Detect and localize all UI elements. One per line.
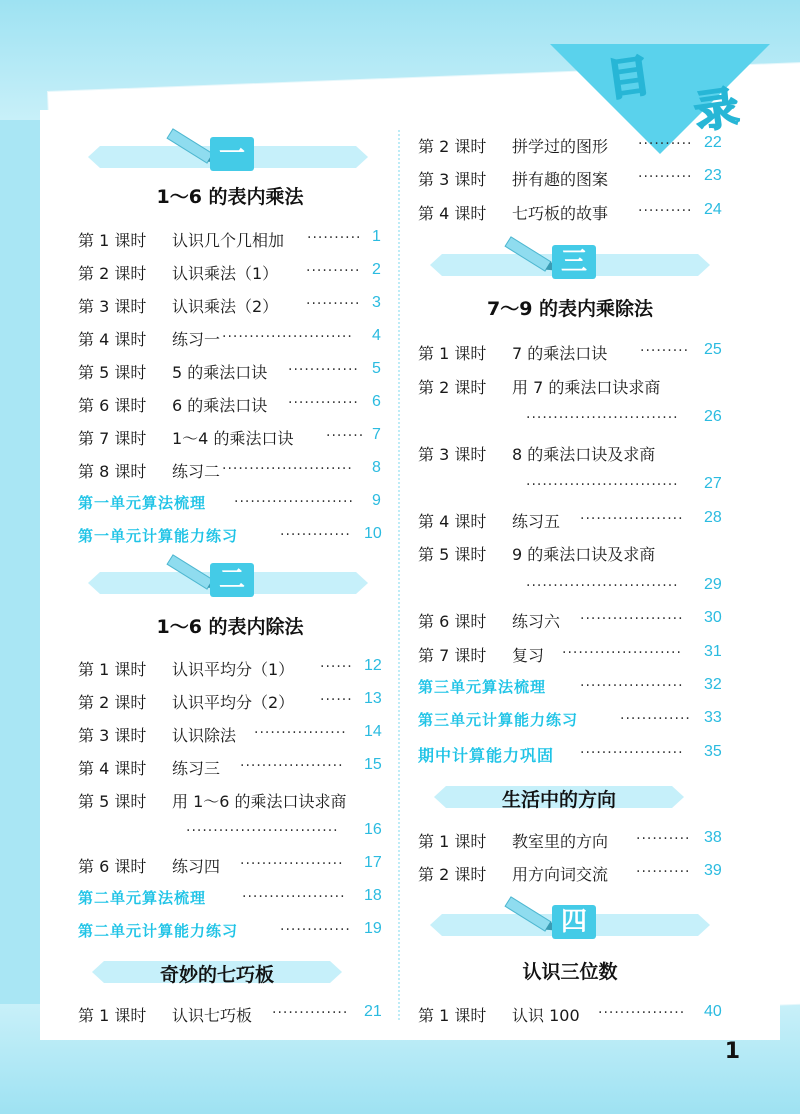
lesson-title: 拼有趣的图案 xyxy=(512,170,609,189)
page-footer-number: 1 xyxy=(724,1039,740,1064)
leader-dots: ·········· xyxy=(306,263,361,279)
page-number: 2 xyxy=(372,261,381,278)
lesson-title: 8 的乘法口诀及求商 xyxy=(512,445,656,464)
page-number: 40 xyxy=(704,1003,722,1020)
toc-special-row[interactable] xyxy=(78,525,238,546)
leader-dots: ·········· xyxy=(638,136,693,152)
toc-row[interactable] xyxy=(78,756,220,779)
page-number: 32 xyxy=(704,676,722,693)
page-number: 29 xyxy=(704,576,722,593)
toc-row[interactable] xyxy=(418,201,608,224)
lesson-number: 第 2 课时 xyxy=(418,137,487,156)
lesson-title: 复习 xyxy=(512,646,545,665)
toc-row[interactable] xyxy=(78,789,347,812)
lesson-number: 第 4 课时 xyxy=(78,330,147,349)
toc-special-row[interactable] xyxy=(418,709,578,730)
special-title: 第三单元计算能力练习 xyxy=(418,711,579,729)
page-number: 24 xyxy=(704,201,722,218)
leader-dots: ··················· xyxy=(580,678,684,694)
lesson-title: 教室里的方向 xyxy=(512,832,609,851)
lesson-number: 第 5 课时 xyxy=(418,545,487,564)
lesson-number: 第 5 课时 xyxy=(78,363,147,382)
page-number: 10 xyxy=(364,525,382,542)
lesson-title: 练习三 xyxy=(172,759,221,778)
lesson-title: 认识乘法（1） xyxy=(172,264,279,283)
toc-special-row[interactable] xyxy=(78,887,206,908)
lesson-number: 第 6 课时 xyxy=(78,396,147,415)
unit1-heading: 1～6 的表内乘法 xyxy=(156,186,304,208)
leader-dots: ······················ xyxy=(562,645,682,661)
page-number: 23 xyxy=(704,167,722,184)
title-char-mu: 目 xyxy=(603,50,654,107)
leader-dots: ············· xyxy=(280,527,351,543)
toc-row[interactable] xyxy=(78,723,236,746)
lesson-number: 第 2 课时 xyxy=(78,693,147,712)
leader-dots: ················· xyxy=(254,725,347,741)
toc-row[interactable] xyxy=(78,393,267,416)
lesson-number: 第 1 课时 xyxy=(78,1006,147,1025)
toc-row[interactable] xyxy=(418,1003,580,1026)
lesson-title: 1～4 的乘法口诀 xyxy=(172,429,294,448)
page-number: 26 xyxy=(704,408,722,425)
leader-dots: ············· xyxy=(620,711,691,727)
toc-row[interactable] xyxy=(78,360,267,383)
lesson-title: 认识乘法（2） xyxy=(172,297,279,316)
unit2-heading: 1～6 的表内除法 xyxy=(156,616,304,638)
leader-dots: ························ xyxy=(222,329,353,345)
page-number: 9 xyxy=(372,492,381,509)
lesson-title: 认识平均分（2） xyxy=(172,693,295,712)
page-number: 7 xyxy=(372,426,381,443)
lesson-number: 第 3 课时 xyxy=(418,170,487,189)
lesson-title: 拼学过的图形 xyxy=(512,137,609,156)
lesson-number: 第 2 课时 xyxy=(78,264,147,283)
lesson-title: 7 的乘法口诀 xyxy=(512,344,608,363)
page-number: 16 xyxy=(364,821,382,838)
page-number: 38 xyxy=(704,829,722,846)
lesson-number: 第 7 课时 xyxy=(78,429,147,448)
lesson-title: 6 的乘法口诀 xyxy=(172,396,268,415)
leader-dots: ···························· xyxy=(186,823,339,839)
toc-row[interactable] xyxy=(418,442,655,465)
toc-special-row[interactable] xyxy=(78,492,206,513)
toc-row[interactable] xyxy=(78,657,294,680)
leader-dots: ·········· xyxy=(638,169,693,185)
page-number: 21 xyxy=(364,1003,382,1020)
toc-row[interactable] xyxy=(418,542,655,565)
leader-dots: ······· xyxy=(326,428,365,444)
special-title: 期中计算能力巩固 xyxy=(418,746,555,765)
toc-row[interactable] xyxy=(78,690,294,713)
lesson-title: 用 1～6 的乘法口诀求商 xyxy=(172,792,347,811)
page-number: 27 xyxy=(704,475,722,492)
leader-dots: ·········· xyxy=(306,296,361,312)
toc-row[interactable] xyxy=(418,167,608,190)
leader-dots: ···························· xyxy=(526,477,679,493)
page-number: 3 xyxy=(372,294,381,311)
page-number: 5 xyxy=(372,360,381,377)
lesson-number: 第 8 课时 xyxy=(78,462,147,481)
lesson-title: 认识平均分（1） xyxy=(172,660,295,679)
special-title: 第二单元算法梳理 xyxy=(78,889,207,907)
toc-row[interactable] xyxy=(78,426,293,449)
page-number: 31 xyxy=(704,643,722,660)
page-number: 39 xyxy=(704,862,722,879)
leader-dots: ··················· xyxy=(240,856,344,872)
leader-dots: ··················· xyxy=(580,611,684,627)
lesson-title: 9 的乘法口诀及求商 xyxy=(512,545,656,564)
leader-dots: ···························· xyxy=(526,410,679,426)
toc-special-row[interactable] xyxy=(418,676,546,697)
leader-dots: ··················· xyxy=(240,758,344,774)
page-number: 28 xyxy=(704,509,722,526)
lesson-number: 第 1 课时 xyxy=(418,832,487,851)
lesson-number: 第 1 课时 xyxy=(78,231,147,250)
leader-dots: ··················· xyxy=(580,745,684,761)
unit4-badge: 四 xyxy=(552,905,596,939)
page-number: 17 xyxy=(364,854,382,871)
toc-row[interactable] xyxy=(418,341,607,364)
page-number: 19 xyxy=(364,920,382,937)
lesson-title: 练习一 xyxy=(172,330,221,349)
lesson-title: 用方向词交流 xyxy=(512,865,609,884)
page-number: 1 xyxy=(372,228,381,245)
page-number: 18 xyxy=(364,887,382,904)
lesson-number: 第 6 课时 xyxy=(78,857,147,876)
lesson-title: 练习六 xyxy=(512,612,561,631)
lesson-title: 练习五 xyxy=(512,512,561,531)
page-number: 14 xyxy=(364,723,382,740)
special-title: 第一单元计算能力练习 xyxy=(78,527,239,545)
leader-dots: ············· xyxy=(280,922,351,938)
lesson-title: 认识七巧板 xyxy=(172,1006,253,1025)
leader-dots: ·········· xyxy=(307,230,362,246)
leader-dots: ························ xyxy=(222,461,353,477)
toc-row[interactable] xyxy=(418,375,660,398)
page-number: 13 xyxy=(364,690,382,707)
toc-special-row[interactable] xyxy=(418,743,554,766)
page-number: 8 xyxy=(372,459,381,476)
lesson-number: 第 1 课时 xyxy=(78,660,147,679)
page-number: 6 xyxy=(372,393,381,410)
toc-row[interactable] xyxy=(418,643,544,666)
special-title: 第三单元算法梳理 xyxy=(418,678,547,696)
lesson-number: 第 1 课时 xyxy=(418,344,487,363)
leader-dots: ··················· xyxy=(580,511,684,527)
lesson-number: 第 3 课时 xyxy=(78,726,147,745)
lesson-number: 第 4 课时 xyxy=(78,759,147,778)
page-number: 4 xyxy=(372,327,381,344)
toc-row[interactable] xyxy=(78,1003,252,1026)
lesson-number: 第 2 课时 xyxy=(418,865,487,884)
leader-dots: ···························· xyxy=(526,578,679,594)
page-number: 22 xyxy=(704,134,722,151)
lesson-title: 用 7 的乘法口诀求商 xyxy=(512,378,661,397)
lesson-number: 第 3 课时 xyxy=(78,297,147,316)
lesson-number: 第 5 课时 xyxy=(78,792,147,811)
title-char-lu: 录 xyxy=(691,82,742,139)
unit4-heading: 认识三位数 xyxy=(522,961,618,983)
leader-dots: ······················ xyxy=(234,494,354,510)
leader-dots: ··················· xyxy=(242,889,346,905)
leader-dots: ············· xyxy=(288,362,359,378)
leader-dots: ·············· xyxy=(272,1005,349,1021)
unit3-heading: 7～9 的表内乘除法 xyxy=(486,298,654,320)
toc-row[interactable] xyxy=(418,862,608,885)
leader-dots: ·········· xyxy=(636,864,691,880)
lesson-number: 第 1 课时 xyxy=(418,1006,487,1025)
unit2-badge: 二 xyxy=(210,563,254,597)
page-number: 12 xyxy=(364,657,382,674)
toc-special-row[interactable] xyxy=(78,920,238,941)
page-number: 35 xyxy=(704,743,722,760)
toc-row[interactable] xyxy=(78,854,220,877)
leader-dots: ················ xyxy=(598,1005,686,1021)
qiqiao-heading: 奇妙的七巧板 xyxy=(159,964,274,986)
lesson-title: 5 的乘法口诀 xyxy=(172,363,268,382)
leader-dots: ············· xyxy=(288,395,359,411)
toc-row[interactable] xyxy=(418,609,560,632)
leader-dots: ······ xyxy=(320,692,353,708)
toc-row[interactable] xyxy=(78,228,284,251)
direction-heading: 生活中的方向 xyxy=(501,789,616,811)
toc-row[interactable] xyxy=(78,261,278,284)
page-number: 33 xyxy=(704,709,722,726)
leader-dots: ·········· xyxy=(636,831,691,847)
lesson-number: 第 6 课时 xyxy=(418,612,487,631)
unit1-badge: 一 xyxy=(210,137,254,171)
special-title: 第一单元算法梳理 xyxy=(78,494,207,512)
leader-dots: ········· xyxy=(640,343,690,359)
lesson-number: 第 7 课时 xyxy=(418,646,487,665)
lesson-title: 认识除法 xyxy=(172,726,237,745)
lesson-number: 第 4 课时 xyxy=(418,204,487,223)
leader-dots: ······ xyxy=(320,659,353,675)
lesson-title: 认识几个几相加 xyxy=(172,231,285,250)
lesson-number: 第 3 课时 xyxy=(418,445,487,464)
special-title: 第二单元计算能力练习 xyxy=(78,922,239,940)
page-number: 30 xyxy=(704,609,722,626)
toc-row[interactable] xyxy=(78,294,278,317)
unit3-badge: 三 xyxy=(552,245,596,279)
leader-dots: ·········· xyxy=(638,203,693,219)
lesson-number: 第 2 课时 xyxy=(418,378,487,397)
lesson-number: 第 4 课时 xyxy=(418,512,487,531)
page-number: 15 xyxy=(364,756,382,773)
lesson-title: 练习四 xyxy=(172,857,221,876)
toc-row[interactable] xyxy=(78,327,220,350)
toc-row[interactable] xyxy=(418,829,608,852)
toc-row[interactable] xyxy=(418,509,560,532)
page-number: 25 xyxy=(704,341,722,358)
toc-row[interactable] xyxy=(418,134,608,157)
lesson-title: 认识 100 xyxy=(512,1006,580,1025)
lesson-title: 练习二 xyxy=(172,462,221,481)
lesson-title: 七巧板的故事 xyxy=(512,204,609,223)
toc-row[interactable] xyxy=(78,459,220,482)
